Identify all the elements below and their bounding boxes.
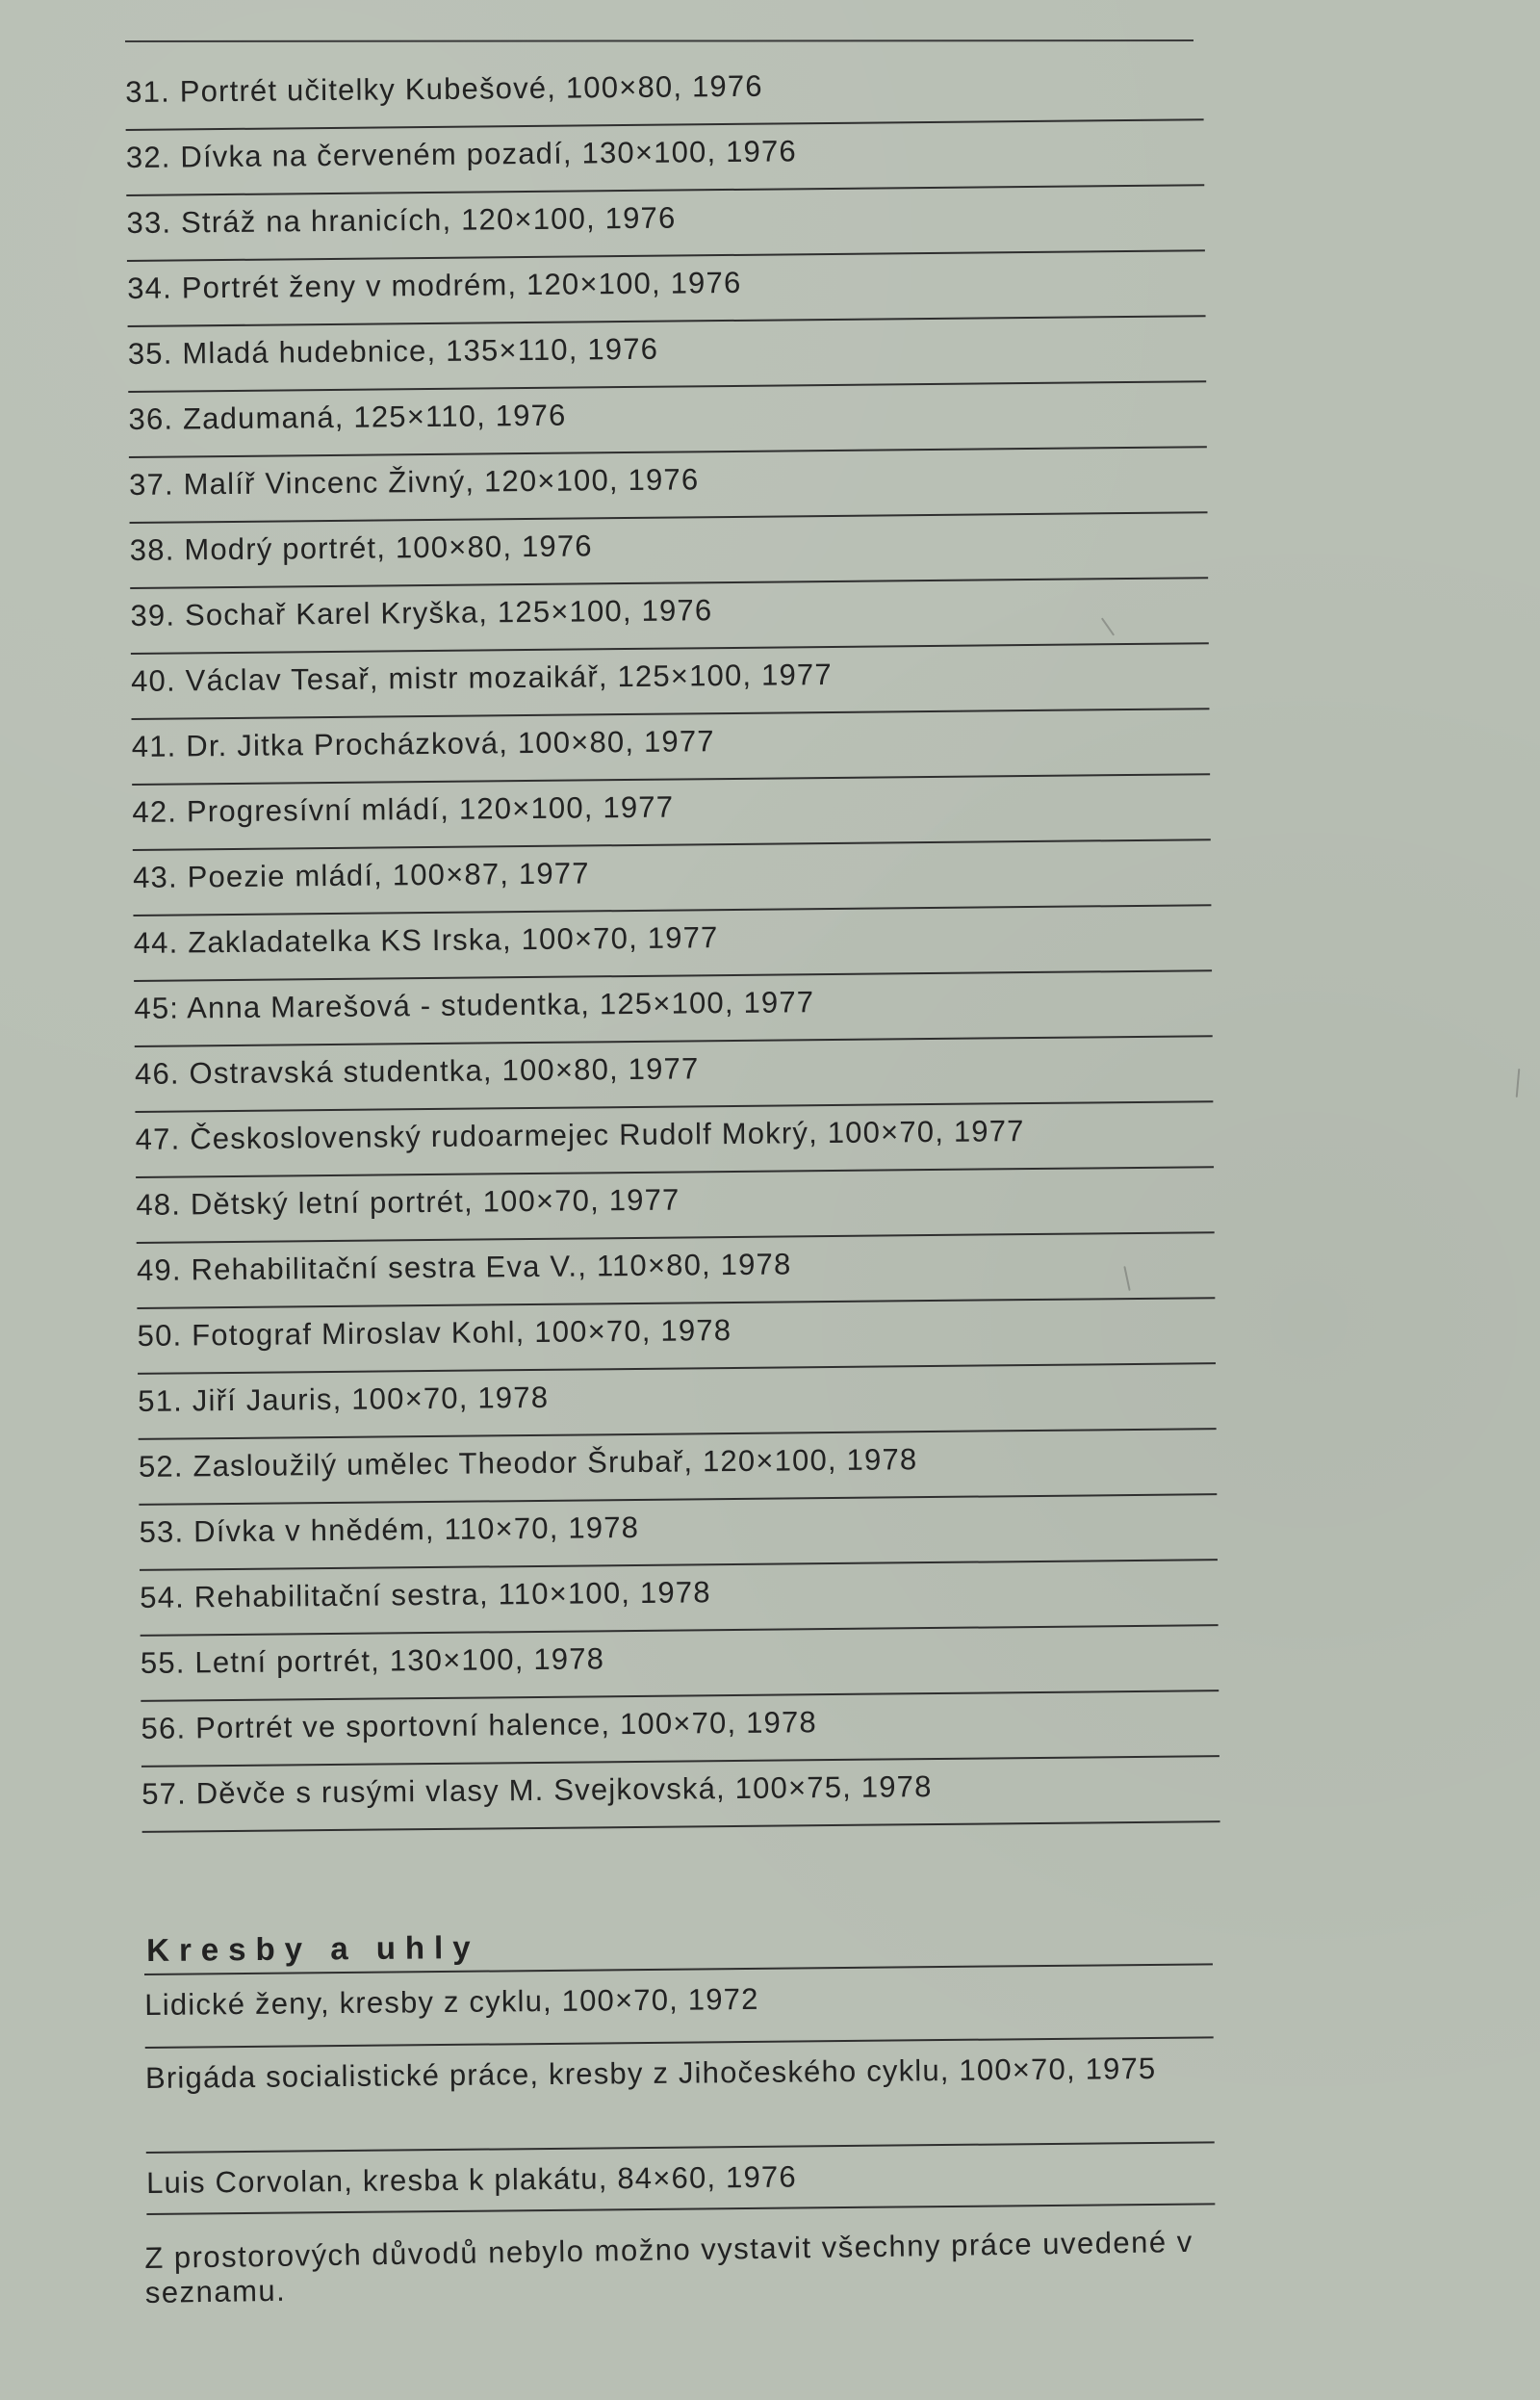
list-item-47 [135, 1102, 1214, 1178]
drawing-item-2: Brigáda socialistické práce, kresby z Jihočeského cyklu, 100×70, 1975 [145, 2036, 1215, 2152]
list-item-text: 52. Zasloužilý umělec Theodor Šrubař, 120×100, 1978 [138, 1442, 918, 1484]
list-item-text: 49. Rehabilitační sestra Eva V., 110×80, 1978 [136, 1247, 792, 1287]
list-item-56 [141, 1691, 1219, 1768]
list-item-51 [138, 1364, 1217, 1440]
top-rule [125, 39, 1194, 42]
list-item-40 [131, 644, 1210, 720]
list-item-text: 33. Stráž na hranicích, 120×100, 1976 [126, 200, 677, 240]
list-item-37 [129, 448, 1208, 524]
list-item-text: 50. Fotograf Miroslav Kohl, 100×70, 1978 [137, 1313, 732, 1353]
list-item-52 [139, 1430, 1218, 1506]
list-item-text: 39. Sochař Karel Kryška, 125×100, 1976 [130, 593, 713, 632]
paper-mark [1516, 1069, 1521, 1097]
list-item-text: 44. Zakladatelka KS Irska, 100×70, 1977 [133, 920, 719, 960]
drawing-item-1: Lidické ženy, kresby z cyklu, 100×70, 1972 [144, 1963, 1214, 2047]
list-item-49 [137, 1233, 1216, 1309]
list-item-text: 45: Anna Marešová - studentka, 125×100, 1977 [134, 985, 815, 1025]
list-item-text: 40. Václav Tesař, mistr mozaikář, 125×100, 1977 [130, 657, 833, 698]
list-item-text: 54. Rehabilitační sestra, 110×100, 1978 [140, 1575, 711, 1614]
list-item-text: 32. Dívka na červeném pozadí, 130×100, 1976 [125, 134, 798, 174]
list-item-text: 53. Dívka v hnědém, 110×70, 1978 [139, 1510, 640, 1549]
list-item-48 [136, 1168, 1215, 1244]
list-item-53 [139, 1495, 1218, 1571]
list-item-39 [130, 579, 1209, 655]
list-item-text: 51. Jiří Jauris, 100×70, 1978 [138, 1380, 550, 1418]
list-item-34 [127, 251, 1206, 327]
list-item-50 [137, 1299, 1216, 1375]
list-item-45 [134, 971, 1213, 1047]
list-item-text: 43. Poezie mládí, 100×87, 1977 [132, 856, 590, 894]
list-item-text: 55. Letní portrét, 130×100, 1978 [140, 1641, 605, 1680]
list-item-text: 34. Portrét ženy v modrém, 120×100, 1976 [127, 265, 742, 305]
list-item-text: 35. Mladá hudebnice, 135×110, 1976 [127, 331, 659, 371]
list-item-38 [130, 513, 1209, 589]
list-item-text: 41. Dr. Jitka Procházková, 100×80, 1977 [131, 724, 715, 763]
list-item-text: 46. Ostravská studentka, 100×80, 1977 [134, 1051, 700, 1091]
section-title: Kresby a uhly [146, 1928, 480, 1968]
footnote: Z prostorových důvodů nebylo možno vystavit všechny práce uvedené v seznamu. [144, 2224, 1194, 2310]
list-item-text: 57. Děvče s rusými vlasy M. Svejkovská, 100×75, 1978 [141, 1769, 933, 1811]
list-item-text: 37. Malíř Vincenc Živný, 120×100, 1976 [129, 462, 700, 502]
list-item-33 [126, 186, 1205, 262]
list-item-32 [126, 120, 1205, 196]
list-item-text: 47. Československý rudoarmejec Rudolf Mokrý, 100×70, 1977 [135, 1114, 1025, 1156]
drawings-list [144, 1963, 1215, 2215]
list-item-text: 48. Dětský letní portrét, 100×70, 1977 [136, 1182, 680, 1222]
list-item-text: 38. Modrý portrét, 100×80, 1976 [129, 529, 593, 567]
list-item-44 [133, 906, 1212, 982]
drawing-item-3: Luis Corvolan, kresba k plakátu, 84×60, 1976 [146, 2141, 1216, 2215]
list-item-54 [140, 1561, 1219, 1637]
list-item-text: 36. Zadumaná, 125×110, 1976 [128, 398, 567, 436]
list-item-text: 42. Progresívní mládí, 120×100, 1977 [132, 789, 675, 829]
list-item-46 [135, 1037, 1214, 1113]
list-item-55 [141, 1626, 1219, 1702]
list-item-42 [132, 775, 1211, 851]
list-item-text: 31. Portrét učitelky Kubešové, 100×80, 1976 [125, 68, 763, 109]
list-item-36 [128, 382, 1207, 458]
works-list [125, 55, 1220, 1833]
list-item-57 [141, 1757, 1220, 1833]
list-item-43 [133, 840, 1212, 916]
list-item-31 [125, 55, 1204, 131]
list-item-41 [132, 710, 1211, 786]
list-item-35 [128, 317, 1207, 393]
list-item-text: 56. Portrét ve sportovní halence, 100×70, 1978 [141, 1705, 818, 1745]
